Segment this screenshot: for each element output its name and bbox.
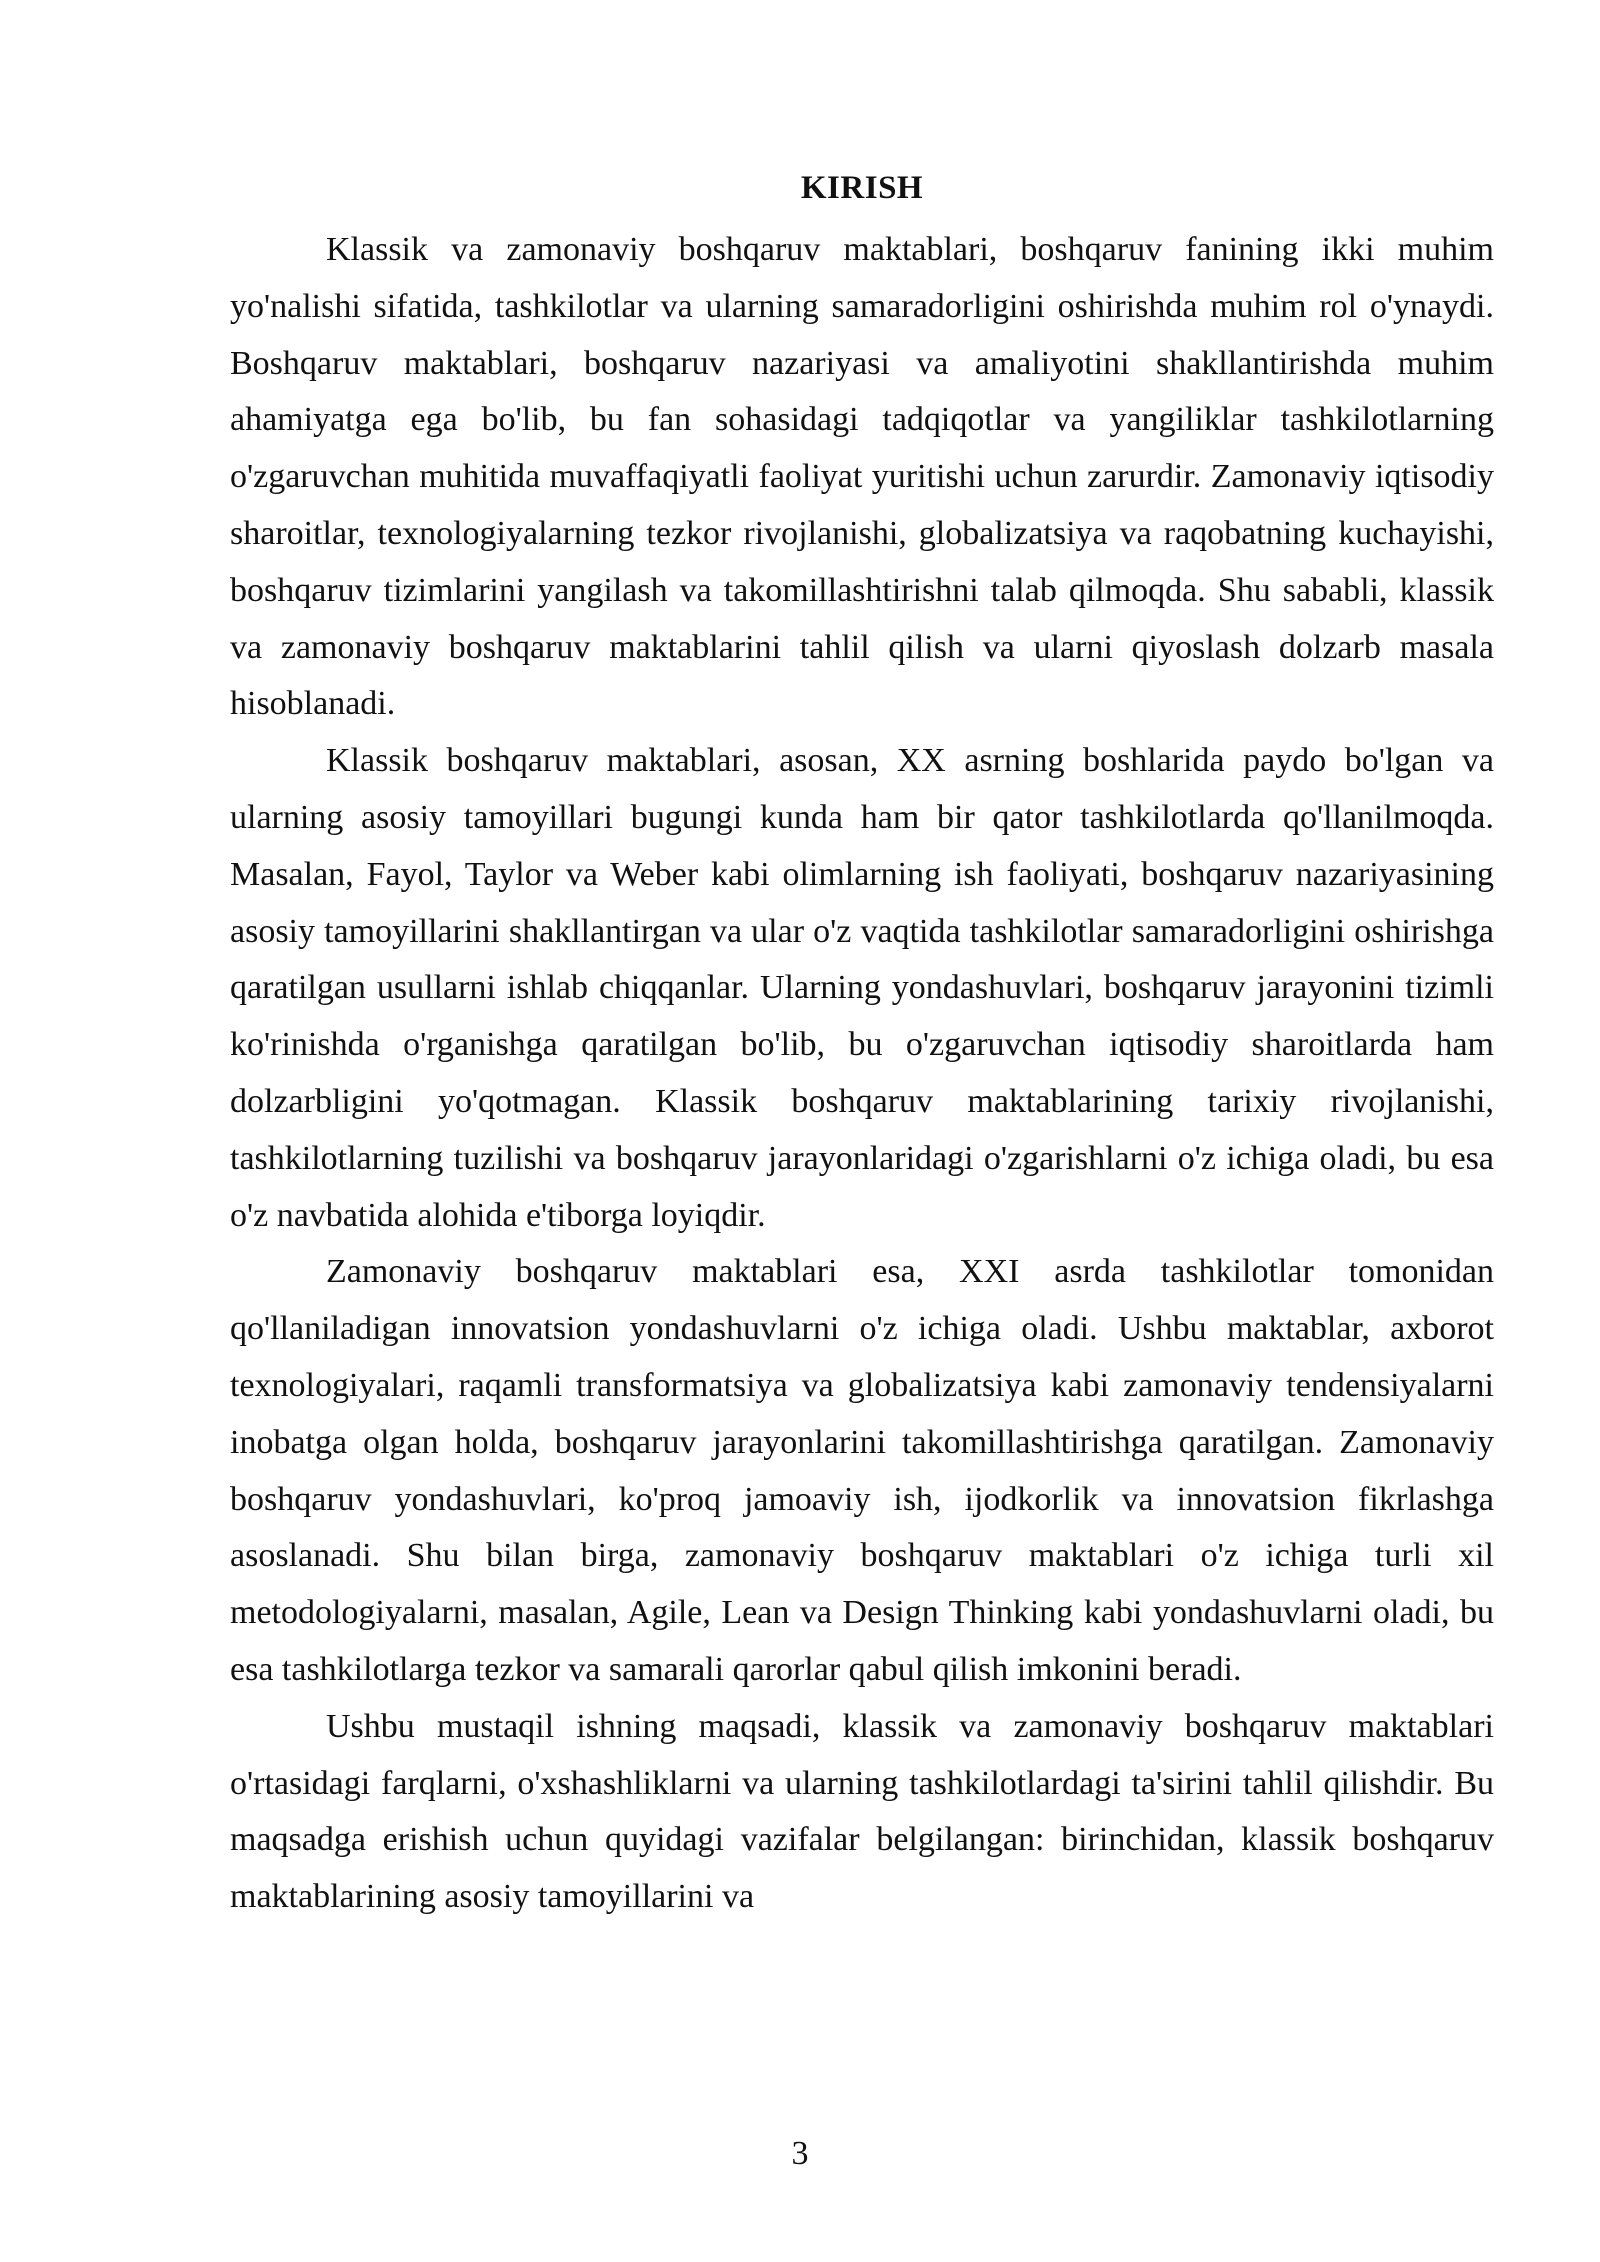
- paragraph-4: Ushbu mustaqil ishning maqsadi, klassik va zamonaviy boshqaruv maktablari o'rtasidagi farqlarni, o'xshashliklarni va ularning tashkilotlardagi ta'sirini tahlil qilishdir. Bu maqsadga erishish uchun quyidagi vazifalar belgilangan: birinchidan, klassik boshqaruv maktablarining asosiy tamoyillarini va: [230, 1707, 1494, 1916]
- section-title: KIRISH: [800, 170, 924, 206]
- paragraph-1: Klassik va zamonaviy boshqaruv maktablari, boshqaruv fanining ikki muhim yo'nalishi sifatida, tashkilotlar va ularning samaradorligini oshirishda muhim rol o'ynaydi. Boshqaruv maktablari, boshqaruv nazariyasi va amaliyotini shakllantirishda muhim ahamiyatga ega bo'lib, bu fan sohasidagi tadqiqotlar va yangiliklar tashkilotlarning o'zgaruvchan muhitida muvaffaqiyatli faoliyat yuritishi uchun zarurdir. Zamonaviy iqtisodiy sharoitlar, texnologiyalarning tezkor rivojlanishi, globalizatsiya va raqobatning kuchayishi, boshqaruv tizimlarini yangilash va takomillashtirishni talab qilmoqda. Shu sababli, klassik va zamonaviy boshqaruv maktablarini tahlil qilish va ularni qiyoslash dolzarb masala hisoblanadi.: [230, 231, 1494, 723]
- paragraph-3: Zamonaviy boshqaruv maktablari esa, XXI asrda tashkilotlar tomonidan qo'llaniladigan innovatsion yondashuvlarni o'z ichiga oladi. Ushbu maktablar, axborot texnologiyalari, raqamli transformatsiya va globalizatsiya kabi zamonaviy tendensiyalarni inobatga olgan holda, boshqaruv jarayonlarini takomillashtirishga qaratilgan. Zamonaviy boshqaruv yondashuvlari, ko'proq jamoaviy ish, ijodkorlik va innovatsion fikrlashga asoslanadi. Shu bilan birga, zamonaviy boshqaruv maktablari o'z ichiga turli xil metodologiyalarni, masalan, Agile, Lean va Design Thinking kabi yondashuvlarni oladi, bu esa tashkilotlarga tezkor va samarali qarorlar qabul qilish imkonini beradi.: [230, 1253, 1494, 1688]
- paragraph-2: Klassik boshqaruv maktablari, asosan, XX asrning boshlarida paydo bo'lgan va ularning asosiy tamoyillari bugungi kunda ham bir qator tashkilotlarda qo'llanilmoqda. Masalan, Fayol, Taylor va Weber kabi olimlarning ish faoliyati, boshqaruv nazariyasining asosiy tamoyillarini shakllantirgan va ular o'z vaqtida tashkilotlar samaradorligini oshirishga qaratilgan usullarni ishlab chiqqanlar. Ularning yondashuvlari, boshqaruv jarayonini tizimli ko'rinishda o'rganishga qaratilgan bo'lib, bu o'zgaruvchan iqtisodiy sharoitlarda ham dolzarbligini yo'qotmagan. Klassik boshqaruv maktablarining tarixiy rivojlanishi, tashkilotlarning tuzilishi va boshqaruv jarayonlaridagi o'zgarishlarni o'z ichiga oladi, bu esa o'z navbatida alohida e'tiborga loyiqdir.: [230, 742, 1494, 1234]
- page-content: [230, 160, 1494, 1926]
- page-number: 3: [791, 2135, 809, 2172]
